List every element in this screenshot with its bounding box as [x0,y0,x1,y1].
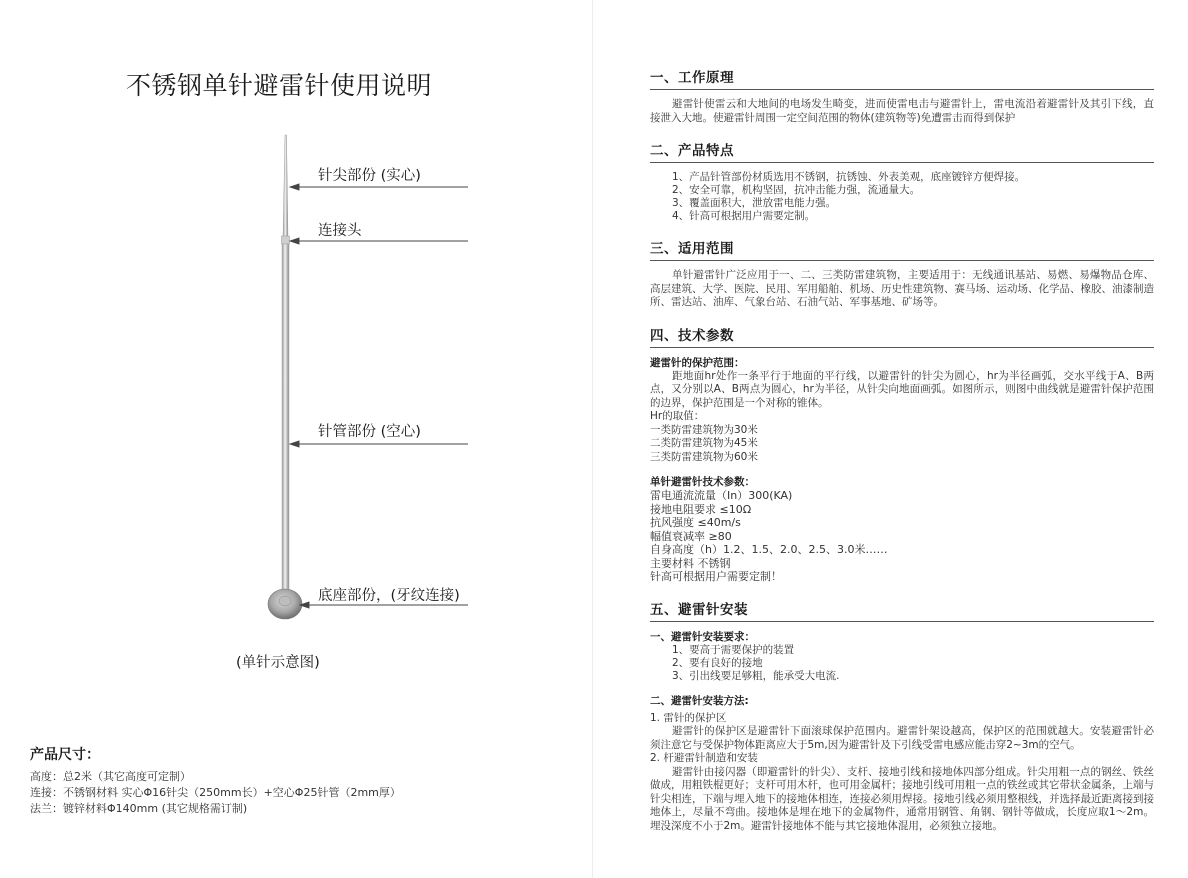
document-title: 不锈钢单针避雷针使用说明 [126,71,433,100]
spec-line-flange: 法兰：镀锌材料Φ140mm (其它规格需订制) [30,802,248,815]
method-2-label: 2. 杆避雷针制造和安装 [650,752,758,764]
callout-tip: 针尖部份 (实心) [318,168,421,184]
spec-line-connection: 连接：不锈钢材料 实心Φ16针尖（250mm长）+空心Φ25针管（2mm厚） [30,786,401,799]
section-heading-installation: 五、避雷针安装 [650,598,1154,622]
method-1-text: 避雷针的保护区是避雷针下面滚球保护范围内。避雷针架设越高，保护区的范围就越大。安装避雷针必须注意它与受保护物体距离应大于5m,因为避雷针及下引线受雷电感应能击穿2~3m的空气。 [650,725,1154,751]
params-title: 单针避雷针技术参数： [650,476,755,488]
principle-text: 避雷针使雷云和大地间的电场发生畸变，进而使雷电击与避雷针上，雷电流沿着避雷针及其引下线，直接泄入大地。使避雷针周围一定空间范围的物体(建筑物等)免遭雷击而得到保护 [650,98,1154,124]
requirement-item: 1、要高于需要保护的装置 [672,643,795,656]
callout-tube: 针管部份 (空心) [318,424,421,440]
section-heading-features: 二、产品特点 [650,139,1154,163]
right-column [650,66,1154,833]
lightning-rod-diagram [0,0,594,700]
protection-range-text: 距地面hr处作一条平行于地面的平行线，以避雷针的针尖为圆心，hr为半径画弧，交水平线于A、B两点，又分别以A、B两点为圆心，hr为半径，从针尖向地面画弧。如图所示，则图中曲线就是避雷针保护范围的边界，保护范围是一个对称的锥体。 [650,369,1154,409]
requirement-item: 3、引出线要足够粗，能承受大电流. [672,669,840,682]
section-heading-scope: 三、适用范围 [650,237,1154,261]
product-size-lines [30,769,401,817]
method-1-label: 1. 雷针的保护区 [650,711,727,724]
section-heading-tech-params: 四、技术参数 [650,324,1154,348]
param-line: 抗风强度 ≤40m/s [650,516,741,529]
callout-base: 底座部份，(牙纹连接) [318,588,460,604]
param-line: 接地电阻要求 ≤10Ω [650,502,752,516]
spec-line-height: 高度：总2米（其它高度可定制） [30,770,191,783]
install-requirements-list [650,644,1154,683]
section-heading-principle: 一、工作原理 [650,66,1154,90]
feature-item: 4、针高可根据用户需要定制。 [672,210,816,222]
param-line: 自身高度（h）1.2、1.5、2.0、2.5、3.0米…… [650,543,888,556]
callout-joint: 连接头 [318,223,362,239]
product-size-title: 产品尺寸： [30,747,100,763]
right-page [594,0,1188,878]
param-line: 针高可根据用户需要定制！ [650,570,782,583]
feature-item: 3、覆盖面积大，泄放雷电能力强。 [672,197,837,209]
hr-line: 一类防雷建筑物为30米 [650,423,758,436]
diagram-caption: (单针示意图) [236,655,320,671]
hr-line: 二类防雷建筑物为45米 [650,437,758,449]
features-list [650,171,1154,223]
feature-item: 2、安全可靠，机构坚固，抗冲击能力强，流通量大。 [672,184,921,196]
install-method-title: 二、避雷针安装方法: [650,694,749,707]
param-line: 雷电通流流量（In）300(KA) [650,489,793,502]
hr-line: 三类防雷建筑物为60米 [650,450,758,463]
hr-value-lines [650,410,1154,464]
param-line: 幅值衰减率 ≥80 [650,529,732,543]
install-requirements-title: 一、避雷针安装要求： [650,630,755,643]
scope-text: 单针避雷针广泛应用于一、二、三类防雷建筑物，主要适用于：无线通讯基站、易燃、易爆物品仓库、高层建筑、大学、医院、民用、军用船舶、机场、历史性建筑物、赛马场、运动场、化学品、橡胶、油漆制造所、雷达站、油库、气象台站、石油气站、军事基地、矿场等。 [650,269,1154,308]
protection-range-title: 避雷针的保护范围： [650,356,745,369]
param-line: 主要材料 不锈钢 [650,556,731,570]
requirement-item: 2、要有良好的接地 [672,656,763,669]
hr-line: Hr的取值： [650,410,705,422]
feature-item: 1、产品针管部份材质选用不锈钢，抗锈蚀、外表美观，底座镀锌方便焊接。 [672,171,1026,183]
params-list [650,489,1154,584]
lightning-rod-illustration [0,0,594,700]
method-2-text: 避雷针由接闪器（即避雷针的针尖）、支杆、接地引线和接地体四部分组成。针尖用粗一点的钢丝、铁丝做成，用粗铁棍更好；支杆可用木杆，也可用金属杆；接地引线可用粗一点的铁丝或其它带状金属条，上端与针尖相连，下端与埋入地下的接地体相连，连接必须用焊接。接地引线必须用整根线，并选择最近距离接到接地体上，尽量不弯曲。接地体是埋在地下的金属物件，通常用钢管、角钢、钢针等做成，长度应取1～2m。埋没深度不小于2m。避雷针接地体不能与其它接地体混用，必须独立接地。 [650,765,1154,832]
